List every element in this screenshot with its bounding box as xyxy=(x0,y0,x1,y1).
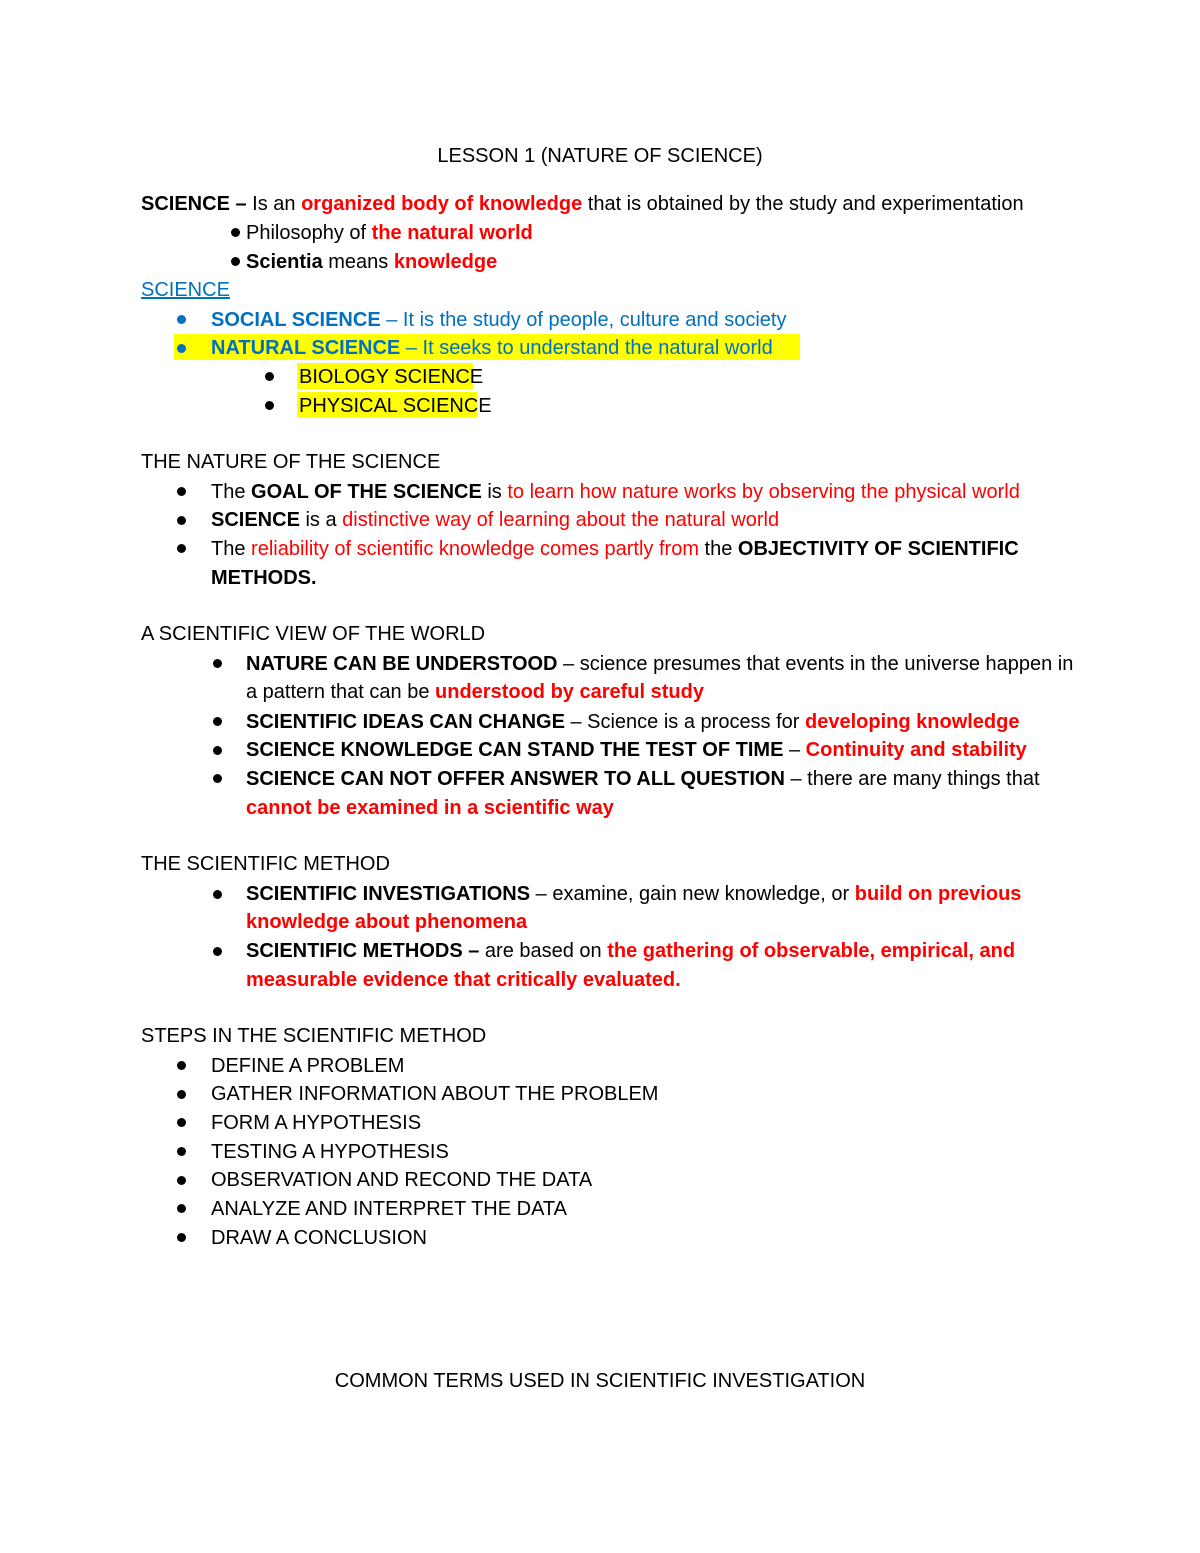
bullet-icon xyxy=(213,947,222,956)
step-item: GATHER INFORMATION ABOUT THE PROBLEM xyxy=(211,1083,659,1105)
method-bullet: SCIENTIFIC METHODS – are based on the gathering of observable, empirical, and xyxy=(246,940,1016,962)
definition-text-end: that is obtained by the study and experimentation xyxy=(582,193,1024,215)
section-heading: THE NATURE OF THE SCIENCE xyxy=(141,451,441,473)
science-branches-heading: SCIENCE xyxy=(141,279,230,301)
step-item: DEFINE A PROBLEM xyxy=(211,1055,405,1077)
bullet-icon xyxy=(177,544,186,553)
definition-bullet: Scientia means knowledge xyxy=(246,251,498,273)
method-bullet: SCIENTIFIC INVESTIGATIONS – examine, gain new knowledge, or build on previous xyxy=(246,883,1022,905)
page-title: LESSON 1 (NATURE OF SCIENCE) xyxy=(437,145,763,167)
step-item: ANALYZE AND INTERPRET THE DATA xyxy=(211,1198,567,1220)
nature-bullet: SCIENCE is a distinctive way of learning about the natural world xyxy=(211,509,780,531)
step-item: FORM A HYPOTHESIS xyxy=(211,1112,422,1134)
bullet-icon xyxy=(213,659,222,668)
step-item: TESTING A HYPOTHESIS xyxy=(211,1141,449,1163)
sub-branch-item: PHYSICAL SCIENCE xyxy=(299,395,492,417)
bullet-icon xyxy=(213,746,222,755)
bullet-icon xyxy=(213,774,222,783)
step-item: OBSERVATION AND RECOND THE DATA xyxy=(211,1169,593,1191)
view-bullet: SCIENCE CAN NOT OFFER ANSWER TO ALL QUESTION – there are many things that xyxy=(246,768,1040,790)
branch-item: SOCIAL SCIENCE – It is the study of people, culture and society xyxy=(211,309,787,331)
method-bullet-continuation: measurable evidence that critically evaluated. xyxy=(246,969,681,991)
view-bullet-continuation: a pattern that can be understood by careful study xyxy=(246,681,704,703)
view-bullet-continuation: cannot be examined in a scientific way xyxy=(246,797,614,819)
bullet-icon xyxy=(177,1147,186,1156)
bullet-icon xyxy=(265,401,274,410)
view-bullet: SCIENTIFIC IDEAS CAN CHANGE – Science is a process for developing knowledge xyxy=(246,711,1020,733)
nature-bullet-continuation: METHODS. xyxy=(211,567,317,589)
view-bullet: SCIENCE KNOWLEDGE CAN STAND THE TEST OF TIME – Continuity and stability xyxy=(246,739,1027,761)
bullet-icon xyxy=(213,717,222,726)
section-heading: THE SCIENTIFIC METHOD xyxy=(141,853,390,875)
definition-highlight: organized body of knowledge xyxy=(301,193,583,215)
section-heading-centered: COMMON TERMS USED IN SCIENTIFIC INVESTIGATION xyxy=(334,1370,866,1392)
bullet-icon xyxy=(177,1118,186,1127)
definition-text: Is an xyxy=(252,193,302,215)
bullet-icon xyxy=(231,257,240,266)
science-definition xyxy=(141,190,1024,218)
definition-term: SCIENCE – xyxy=(141,193,253,215)
method-bullet-continuation: knowledge about phenomena xyxy=(246,911,528,933)
bullet-icon xyxy=(177,344,186,353)
definition-bullet: Philosophy of the natural world xyxy=(246,222,533,244)
nature-bullet: The GOAL OF THE SCIENCE is to learn how nature works by observing the physical world xyxy=(211,481,1020,503)
bullet-icon xyxy=(265,372,274,381)
bullet-icon xyxy=(231,228,240,237)
bullet-icon xyxy=(177,315,186,324)
view-bullet: NATURE CAN BE UNDERSTOOD – science presumes that events in the universe happen in xyxy=(246,653,1074,675)
nature-bullet: The reliability of scientific knowledge comes partly from the OBJECTIVITY OF SCIENTIFIC xyxy=(211,538,1019,560)
bullet-icon xyxy=(213,890,222,899)
step-item: DRAW A CONCLUSION xyxy=(211,1227,427,1249)
bullet-icon xyxy=(177,487,186,496)
bullet-icon xyxy=(177,1090,186,1099)
bullet-icon xyxy=(177,1204,186,1213)
section-heading: STEPS IN THE SCIENTIFIC METHOD xyxy=(141,1025,487,1047)
bullet-icon xyxy=(177,1061,186,1070)
bullet-icon xyxy=(177,516,186,525)
branch-item: NATURAL SCIENCE – It seeks to understand the natural world xyxy=(211,337,773,359)
bullet-icon xyxy=(177,1233,186,1242)
section-heading: A SCIENTIFIC VIEW OF THE WORLD xyxy=(141,623,486,645)
bullet-icon xyxy=(177,1176,186,1185)
sub-branch-item: BIOLOGY SCIENCE xyxy=(299,366,484,388)
